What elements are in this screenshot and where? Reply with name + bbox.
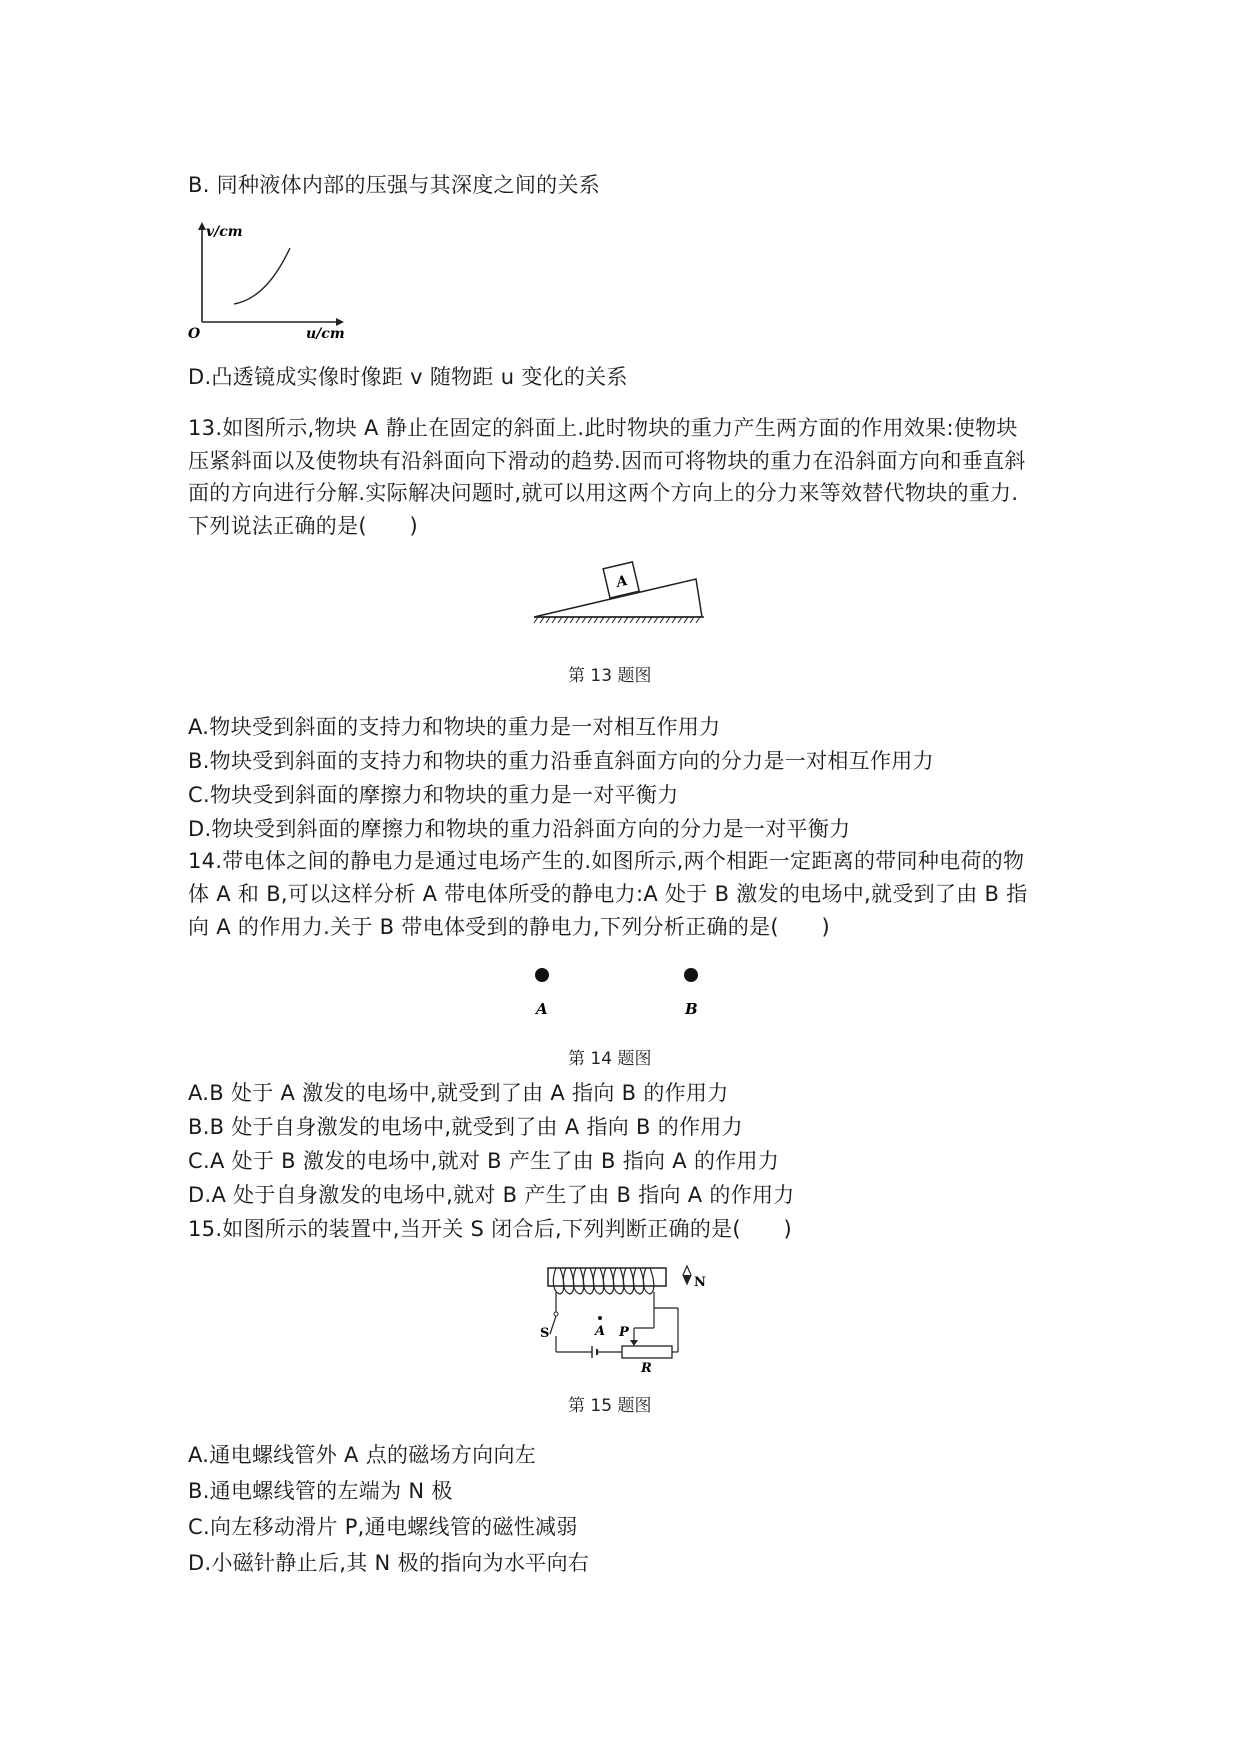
q13-option-d: D.物块受到斜面的摩擦力和物块的重力沿斜面方向的分力是一对平衡力 [188,817,851,841]
q13-stem-line-2: 压紧斜面以及使物块有沿斜面向下滑动的趋势.因而可将物块的重力在沿斜面方向和垂直斜 [188,449,1026,473]
q15-stem: 15.如图所示的装置中,当开关 S 闭合后,下列判断正确的是( ) [188,1217,793,1241]
charge-a-label: A [536,1000,548,1018]
q13-option-c: C.物块受到斜面的摩擦力和物块的重力是一对平衡力 [188,783,679,807]
block-a-label: A [614,572,630,591]
q14-option-a: A.B 处于 A 激发的电场中,就受到了由 A 指向 B 的作用力 [188,1081,729,1105]
q13-stem-line-1: 13.如图所示,物块 A 静止在固定的斜面上.此时物块的重力产生两方面的作用效果:使物块 [188,416,1018,440]
switch-blade [550,1316,556,1334]
charge-b [684,968,698,982]
point-a-dot [598,1316,602,1320]
q15-caption: 第 15 题图 [568,1396,652,1416]
image-distance-graph [188,220,348,340]
block-a [603,562,639,598]
q12-option-b: B. 同种液体内部的压强与其深度之间的关系 [188,173,601,197]
q14-stem-line-2: 体 A 和 B,可以这样分析 A 带电体所受的静电力:A 处于 B 激发的电场中,就受到了由 B 指 [188,882,1028,906]
graph-x-arrow [336,318,344,326]
resistor-label: R [641,1361,652,1376]
q15-option-c: C.向左移动滑片 P,通电螺线管的磁性减弱 [188,1515,578,1539]
charge-a [535,968,549,982]
incline-figure [530,555,710,635]
q14-caption: 第 14 题图 [568,1049,652,1069]
q13-option-a: A.物块受到斜面的支持力和物块的重力是一对相互作用力 [188,715,721,739]
needle-label: N [694,1275,706,1290]
graph-curve [234,248,290,304]
q13-stem-line-4: 下列说法正确的是( ) [188,514,418,538]
q13-stem-line-3: 面的方向进行分解.实际解决问题时,就可以用这两个方向上的分力来等效替代物块的重力. [188,481,1019,505]
q14-option-b: B.B 处于自身激发的电场中,就受到了由 A 指向 B 的作用力 [188,1115,743,1139]
solenoid-core [548,1268,666,1286]
graph-origin-label: O [188,326,201,342]
switch-label: S [540,1326,550,1341]
solenoid-coil [553,1268,653,1294]
q15-option-b: B.通电螺线管的左端为 N 极 [188,1479,453,1503]
graph-y-label: v/cm [206,224,243,240]
slider-label: P [619,1325,629,1340]
charges-figure [530,965,710,1035]
q15-option-a: A.通电螺线管外 A 点的磁场方向向左 [188,1443,537,1467]
q14-option-d: D.A 处于自身激发的电场中,就对 B 产生了由 B 指向 A 的作用力 [188,1183,795,1207]
ground-hatching [534,617,700,623]
q15-option-d: D.小磁针静止后,其 N 极的指向为水平向右 [188,1551,590,1575]
needle-dark-half [683,1275,691,1284]
q14-option-c: C.A 处于 B 激发的电场中,就对 B 产生了由 B 指向 A 的作用力 [188,1149,780,1173]
switch-contact-top [554,1312,558,1316]
q14-stem-line-3: 向 A 的作用力.关于 B 带电体受到的静电力,下列分析正确的是( ) [188,915,831,939]
q12-option-d: D.凸透镜成实像时像距 v 随物距 u 变化的关系 [188,365,628,389]
rheostat-resistor [622,1346,672,1358]
q13-caption: 第 13 题图 [568,666,652,686]
q13-option-b: B.物块受到斜面的支持力和物块的重力沿垂直斜面方向的分力是一对相互作用力 [188,749,934,773]
q14-stem-line-1: 14.带电体之间的静电力是通过电场产生的.如图所示,两个相距一定距离的带同种电荷的物 [188,849,1025,873]
graph-x-label: u/cm [306,326,345,342]
graph-y-arrow [198,222,206,230]
slider-arrow [630,1340,638,1346]
charge-b-label: B [685,1000,698,1018]
point-a-label: A [595,1324,606,1339]
solenoid-circuit-figure [536,1262,716,1374]
